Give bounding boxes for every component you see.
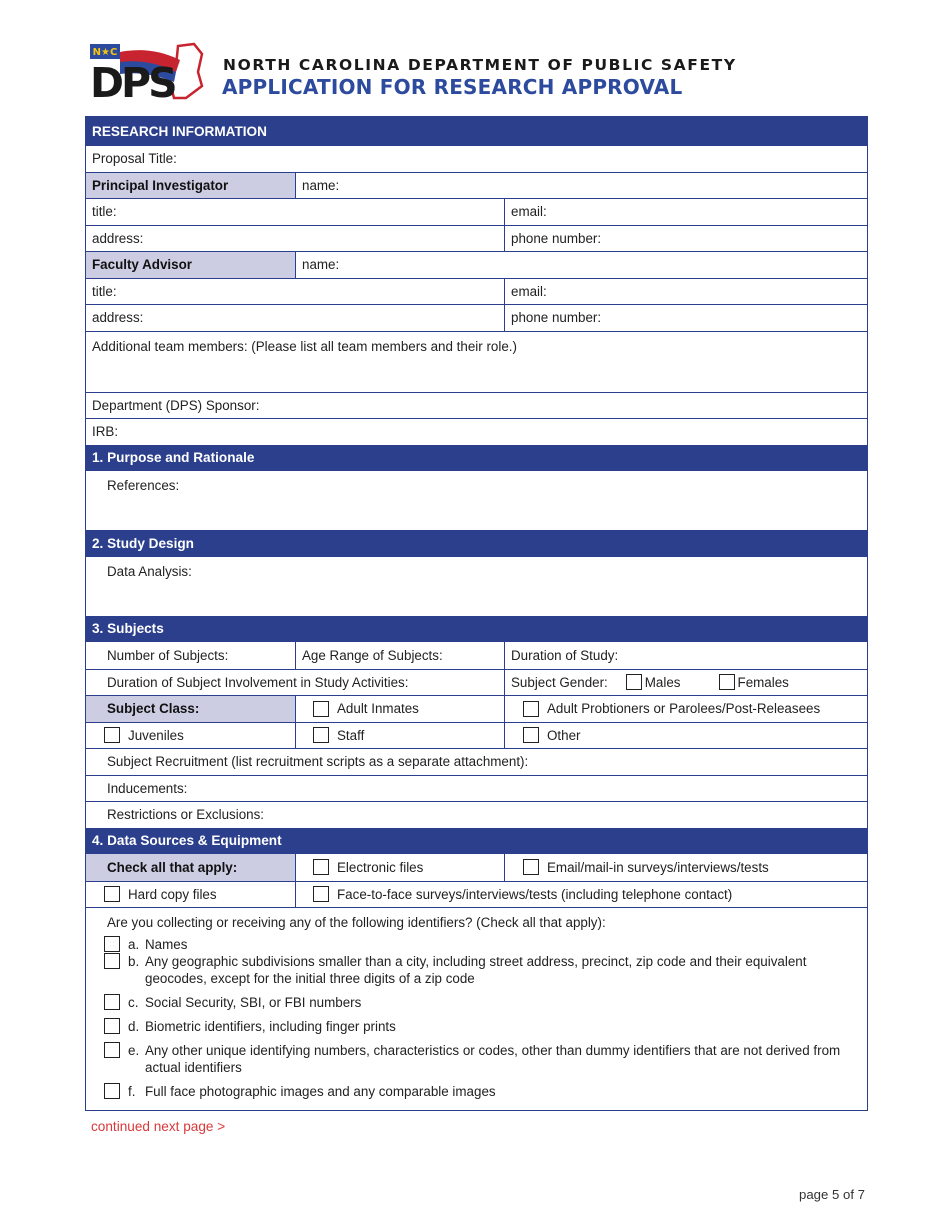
section-header-purpose: 1. Purpose and Rationale <box>86 445 867 472</box>
identifier-a-checkbox[interactable] <box>104 936 120 952</box>
continued-next-page: continued next page > <box>91 1119 226 1134</box>
males-label: Males <box>644 674 681 690</box>
fa-address-field[interactable]: address: <box>92 310 144 326</box>
number-of-subjects-field[interactable]: Number of Subjects: <box>107 647 229 663</box>
identifier-e-key: e. <box>128 1043 140 1058</box>
pi-email-field[interactable]: email: <box>504 199 867 225</box>
fa-email-field[interactable]: email: <box>504 279 867 305</box>
staff-checkbox[interactable] <box>313 727 329 743</box>
email-mail-surveys-label: Email/mail-in surveys/interviews/tests <box>547 859 769 875</box>
identifier-c-checkbox[interactable] <box>104 994 120 1010</box>
probationers-checkbox[interactable] <box>523 701 539 717</box>
duration-involvement-field[interactable]: Duration of Subject Involvement in Study Activities: <box>107 674 409 690</box>
agency-name: NORTH CAROLINA DEPARTMENT OF PUBLIC SAFETY <box>223 56 737 74</box>
subject-class-label: Subject Class: <box>86 696 295 722</box>
identifier-c-key: c. <box>128 995 139 1010</box>
females-label: Females <box>737 674 789 690</box>
probationers-label: Adult Probtioners or Parolees/Post-Releasees <box>547 701 821 717</box>
identifier-d-checkbox[interactable] <box>104 1018 120 1034</box>
face-to-face-label: Face-to-face surveys/interviews/tests (including telephone contact) <box>337 886 733 902</box>
identifier-c-text: Social Security, SBI, or FBI numbers <box>145 995 362 1010</box>
juveniles-label: Juveniles <box>128 727 184 743</box>
other-checkbox[interactable] <box>523 727 539 743</box>
check-all-label: Check all that apply: <box>86 854 295 881</box>
identifier-f-checkbox[interactable] <box>104 1083 120 1099</box>
dps-sponsor-field[interactable]: Department (DPS) Sponsor: <box>92 397 260 413</box>
form-title: APPLICATION FOR RESEARCH APPROVAL <box>222 75 683 99</box>
juveniles-checkbox[interactable] <box>104 727 120 743</box>
section-header-study-design: 2. Study Design <box>86 530 867 557</box>
data-analysis-field[interactable]: Data Analysis: <box>107 563 192 579</box>
identifier-b-text: Any geographic subdivisions smaller than a city, including street address, precinct, zip code and their equivalent geocodes, except for the initial three digits of a zip code <box>145 954 807 986</box>
svg-text:N★C: N★C <box>92 47 118 58</box>
identifiers-question: Are you collecting or receiving any of the following identifiers? (Check all that apply): <box>107 915 606 930</box>
females-checkbox[interactable] <box>719 674 735 690</box>
face-to-face-checkbox[interactable] <box>313 886 329 902</box>
other-label: Other <box>547 727 581 743</box>
hard-copy-files-checkbox[interactable] <box>104 886 120 902</box>
pi-phone-field[interactable]: phone number: <box>504 226 867 252</box>
dps-logo <box>90 42 204 100</box>
males-checkbox[interactable] <box>626 674 642 690</box>
pi-address-field[interactable]: address: <box>92 230 144 246</box>
adult-inmates-label: Adult Inmates <box>337 701 419 717</box>
pi-title-field[interactable]: title: <box>92 204 117 220</box>
subject-recruitment-field[interactable]: Subject Recruitment (list recruitment scripts as a separate attachment): <box>107 754 529 770</box>
identifier-e-text: Any other unique identifying numbers, characteristics or codes, other than dummy identifiers that are not derived from actual identifiers <box>145 1043 841 1075</box>
electronic-files-checkbox[interactable] <box>313 859 329 875</box>
team-members-field[interactable]: Additional team members: (Please list all team members and their role.) <box>92 338 517 354</box>
identifier-f-key: f. <box>128 1084 136 1099</box>
electronic-files-label: Electronic files <box>337 859 424 875</box>
identifier-f-text: Full face photographic images and any comparable images <box>145 1084 496 1099</box>
adult-inmates-checkbox[interactable] <box>313 701 329 717</box>
irb-field[interactable]: IRB: <box>92 424 119 440</box>
duration-of-study-field[interactable]: Duration of Study: <box>504 642 867 669</box>
pi-name-field[interactable]: name: <box>295 173 867 199</box>
identifier-a-text: Names <box>145 937 188 952</box>
fa-name-field[interactable]: name: <box>295 252 867 278</box>
inducements-field[interactable]: Inducements: <box>107 780 188 796</box>
svg-text:DPS: DPS <box>90 59 175 100</box>
section-header-research-information: RESEARCH INFORMATION <box>86 117 867 145</box>
identifier-d-text: Biometric identifiers, including finger prints <box>145 1019 396 1034</box>
research-form <box>85 116 868 1111</box>
identifier-d-key: d. <box>128 1019 140 1034</box>
proposal-title-field[interactable]: Proposal Title: <box>92 151 177 167</box>
identifier-b-key: b. <box>128 954 140 969</box>
references-field[interactable]: References: <box>107 478 180 493</box>
page-number: page 5 of 7 <box>799 1187 865 1202</box>
staff-label: Staff <box>337 727 365 743</box>
fa-phone-field[interactable]: phone number: <box>504 305 867 331</box>
hard-copy-files-label: Hard copy files <box>128 886 217 902</box>
identifier-b-checkbox[interactable] <box>104 953 120 969</box>
section-header-data-sources: 4. Data Sources & Equipment <box>86 828 867 855</box>
identifier-e-checkbox[interactable] <box>104 1042 120 1058</box>
email-mail-surveys-checkbox[interactable] <box>523 859 539 875</box>
fa-title-field[interactable]: title: <box>92 283 117 299</box>
identifier-a-key: a. <box>128 937 140 952</box>
age-range-field[interactable]: Age Range of Subjects: <box>295 642 504 669</box>
identifiers-block <box>86 908 867 1110</box>
subject-gender-label: Subject Gender: <box>511 674 608 690</box>
faculty-advisor-label: Faculty Advisor <box>86 252 295 278</box>
section-header-subjects: 3. Subjects <box>86 616 867 643</box>
principal-investigator-label: Principal Investigator <box>86 173 295 199</box>
subject-gender <box>504 670 867 696</box>
restrictions-field[interactable]: Restrictions or Exclusions: <box>107 807 265 823</box>
